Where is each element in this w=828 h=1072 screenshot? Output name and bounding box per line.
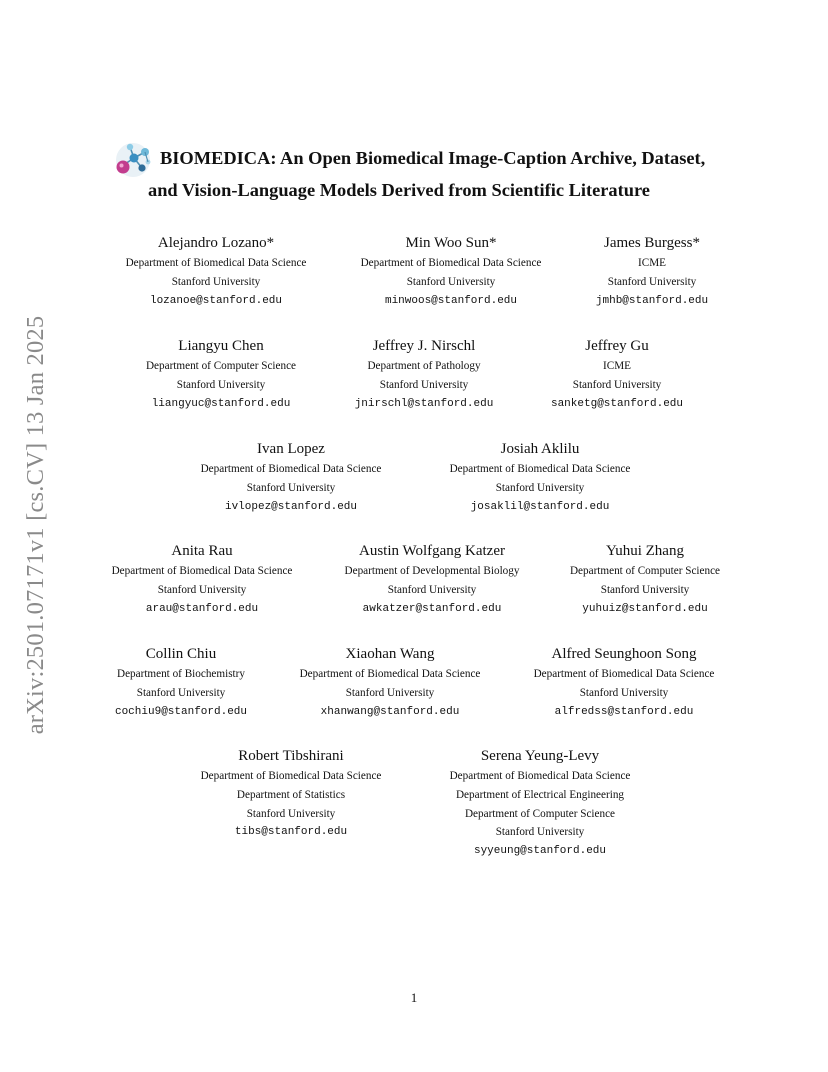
author-email[interactable]: syyeung@stanford.edu bbox=[473, 845, 607, 858]
author-affiliation: Department of Biochemistry bbox=[116, 668, 245, 680]
author-affiliation: Stanford University bbox=[387, 583, 477, 596]
author-affiliation: Stanford University bbox=[246, 481, 336, 494]
author-affiliation: Department of Electrical Engineering bbox=[455, 788, 625, 801]
author-affiliation: Department of Pathology bbox=[367, 360, 481, 372]
author-affiliation: Stanford University bbox=[579, 686, 669, 699]
author-affiliation: Stanford University bbox=[572, 378, 662, 391]
page-number: 1 bbox=[410, 990, 418, 1005]
author-affiliation: Department of Computer Science bbox=[145, 360, 297, 372]
author-name: Robert Tibshirani bbox=[238, 748, 344, 764]
author-affiliation: Stanford University bbox=[171, 275, 261, 288]
author-name: Anita Rau bbox=[171, 543, 233, 559]
author-email[interactable]: sanketg@stanford.edu bbox=[550, 397, 684, 410]
author-affiliation: Department of Biomedical Data Science bbox=[449, 770, 631, 782]
author-block bbox=[201, 439, 382, 517]
author-name: Yuhui Zhang bbox=[606, 543, 684, 559]
author-affiliation: Stanford University bbox=[345, 686, 435, 699]
author-name: Xiaohan Wang bbox=[345, 646, 435, 662]
author-affiliation: Department of Developmental Biology bbox=[344, 565, 520, 577]
author-block bbox=[355, 336, 494, 414]
author-name: Jeffrey J. Nirschl bbox=[372, 338, 476, 354]
author-name: Serena Yeung-Levy bbox=[480, 748, 600, 764]
author-email[interactable]: minwoos@stanford.edu bbox=[384, 294, 518, 307]
author-name: Collin Chiu bbox=[145, 646, 217, 662]
author-block bbox=[115, 644, 247, 722]
author-affiliation: Stanford University bbox=[607, 275, 697, 288]
author-affiliation: Department of Biomedical Data Science bbox=[533, 668, 715, 680]
author-block bbox=[201, 746, 382, 842]
author-affiliation: Department of Biomedical Data Science bbox=[111, 565, 293, 577]
author-block bbox=[112, 541, 293, 619]
author-block bbox=[146, 336, 296, 414]
author-affiliation: Department of Biomedical Data Science bbox=[449, 463, 631, 475]
author-email[interactable]: yuhuiz@stanford.edu bbox=[582, 602, 708, 615]
author-block bbox=[551, 336, 683, 414]
author-affiliation: Department of Biomedical Data Science bbox=[125, 257, 307, 269]
author-email[interactable]: jnirschl@stanford.edu bbox=[354, 397, 494, 410]
author-affiliation: Department of Biomedical Data Science bbox=[360, 257, 542, 269]
author-name: Liangyu Chen bbox=[178, 338, 264, 354]
author-email[interactable]: awkatzer@stanford.edu bbox=[362, 602, 502, 615]
molecule-logo-icon bbox=[112, 138, 156, 182]
author-name: Ivan Lopez bbox=[257, 441, 325, 457]
author-affiliation: Stanford University bbox=[600, 583, 690, 596]
paper-title-line-2: and Vision-Language Models Derived from Scientific Literature bbox=[148, 180, 650, 200]
author-block bbox=[570, 541, 720, 619]
author-affiliation: Department of Statistics bbox=[236, 788, 346, 801]
author-email[interactable]: jmhb@stanford.edu bbox=[595, 294, 709, 307]
author-affiliation: Department of Biomedical Data Science bbox=[200, 463, 382, 475]
author-block bbox=[450, 439, 631, 517]
author-affiliation: Stanford University bbox=[495, 826, 585, 839]
paper-title-line-1: BIOMEDICA: An Open Biomedical Image-Caption Archive, Dataset, bbox=[160, 148, 706, 168]
author-affiliation: Stanford University bbox=[157, 583, 247, 596]
author-block bbox=[126, 233, 307, 311]
author-email[interactable]: xhanwang@stanford.edu bbox=[320, 705, 460, 718]
author-block bbox=[596, 233, 708, 311]
author-name: Josiah Aklilu bbox=[500, 441, 580, 457]
author-email[interactable]: cochiu9@stanford.edu bbox=[114, 705, 248, 718]
author-email[interactable]: lozanoe@stanford.edu bbox=[149, 294, 283, 307]
author-block bbox=[300, 644, 481, 722]
author-block bbox=[534, 644, 715, 722]
author-affiliation: Stanford University bbox=[246, 807, 336, 820]
arxiv-identifier: arXiv:2501.07171v1 [cs.CV] 13 Jan 2025 bbox=[22, 315, 49, 735]
author-block bbox=[345, 541, 520, 619]
author-name: Jeffrey Gu bbox=[585, 338, 649, 354]
author-affiliation: ICME bbox=[638, 257, 666, 269]
author-affiliation: Department of Biomedical Data Science bbox=[200, 770, 382, 782]
author-email[interactable]: liangyuc@stanford.edu bbox=[151, 397, 291, 410]
author-email[interactable]: alfredss@stanford.edu bbox=[554, 705, 694, 718]
author-name: James Burgess* bbox=[604, 235, 700, 251]
author-affiliation: Department of Biomedical Data Science bbox=[299, 668, 481, 680]
author-affiliation: Stanford University bbox=[495, 481, 585, 494]
author-name: Alfred Seunghoon Song bbox=[551, 646, 697, 662]
author-block bbox=[450, 746, 631, 861]
author-affiliation: ICME bbox=[603, 360, 631, 372]
author-affiliation: Stanford University bbox=[406, 275, 496, 288]
author-name: Alejandro Lozano* bbox=[157, 235, 275, 251]
author-affiliation: Stanford University bbox=[136, 686, 226, 699]
author-name: Min Woo Sun* bbox=[405, 235, 497, 251]
author-block bbox=[361, 233, 542, 311]
author-name: Austin Wolfgang Katzer bbox=[359, 543, 505, 559]
author-email[interactable]: ivlopez@stanford.edu bbox=[224, 500, 358, 513]
author-email[interactable]: arau@stanford.edu bbox=[145, 602, 259, 615]
author-affiliation: Department of Computer Science bbox=[569, 565, 721, 577]
author-affiliation: Stanford University bbox=[379, 378, 469, 391]
author-email[interactable]: josaklil@stanford.edu bbox=[470, 500, 610, 513]
author-email[interactable]: tibs@stanford.edu bbox=[234, 826, 348, 839]
author-affiliation: Department of Computer Science bbox=[464, 807, 616, 820]
author-affiliation: Stanford University bbox=[176, 378, 266, 391]
